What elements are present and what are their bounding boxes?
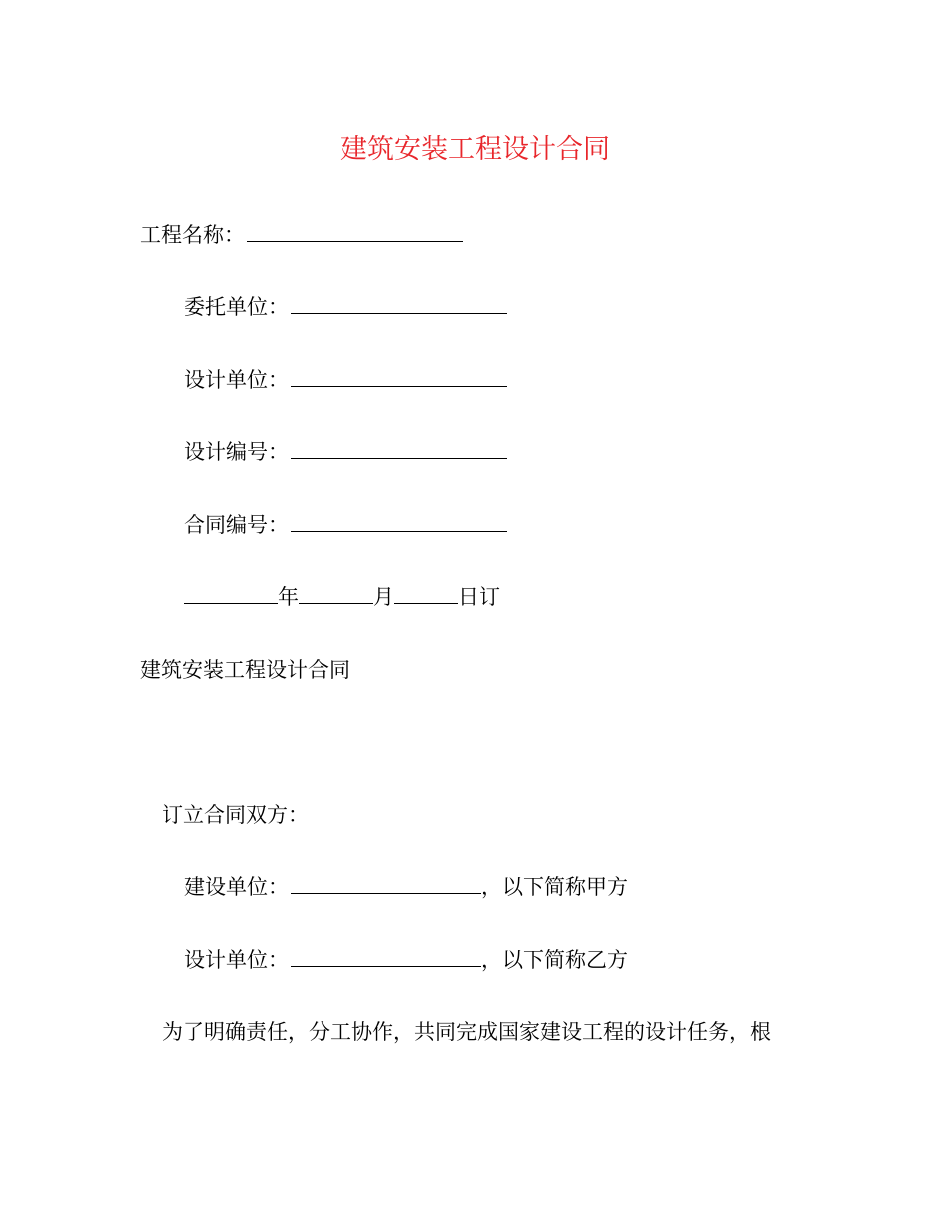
- year-label: 年: [278, 585, 299, 609]
- parties-heading: 订立合同双方：: [162, 803, 309, 827]
- party-b-suffix: ，以下简称乙方: [481, 948, 628, 972]
- day-label: 日订: [458, 585, 500, 609]
- design-no-label: 设计编号：: [184, 440, 289, 464]
- project-name-label: 工程名称：: [140, 223, 245, 247]
- designer-label: 设计单位：: [184, 368, 289, 392]
- party-a-label: 建设单位：: [184, 875, 289, 899]
- party-a-row: [184, 873, 628, 901]
- design-no-row: [184, 438, 507, 466]
- date-row: [184, 583, 500, 611]
- party-a-suffix: ，以下简称甲方: [481, 875, 628, 899]
- document-title: 建筑安装工程设计合同: [340, 134, 610, 165]
- project-name-blank: [247, 223, 463, 242]
- design-no-blank: [291, 440, 507, 459]
- contract-no-row: [184, 511, 507, 539]
- month-label: 月: [373, 585, 394, 609]
- party-b-blank: [291, 948, 481, 967]
- client-blank: [291, 295, 507, 314]
- contract-no-label: 合同编号：: [184, 513, 289, 537]
- year-blank: [184, 585, 278, 604]
- contract-no-blank: [291, 513, 507, 532]
- party-b-row: [184, 946, 628, 974]
- party-a-blank: [291, 875, 481, 894]
- preamble-text: 为了明确责任，分工协作，共同完成国家建设工程的设计任务，根: [162, 1020, 771, 1044]
- client-row: [184, 293, 507, 321]
- client-label: 委托单位：: [184, 295, 289, 319]
- month-blank: [299, 585, 373, 604]
- project-name-row: [140, 221, 463, 249]
- designer-blank: [291, 368, 507, 387]
- party-b-label: 设计单位：: [184, 948, 289, 972]
- day-blank: [394, 585, 458, 604]
- designer-row: [184, 366, 507, 394]
- contract-subtitle: 建筑安装工程设计合同: [140, 658, 350, 682]
